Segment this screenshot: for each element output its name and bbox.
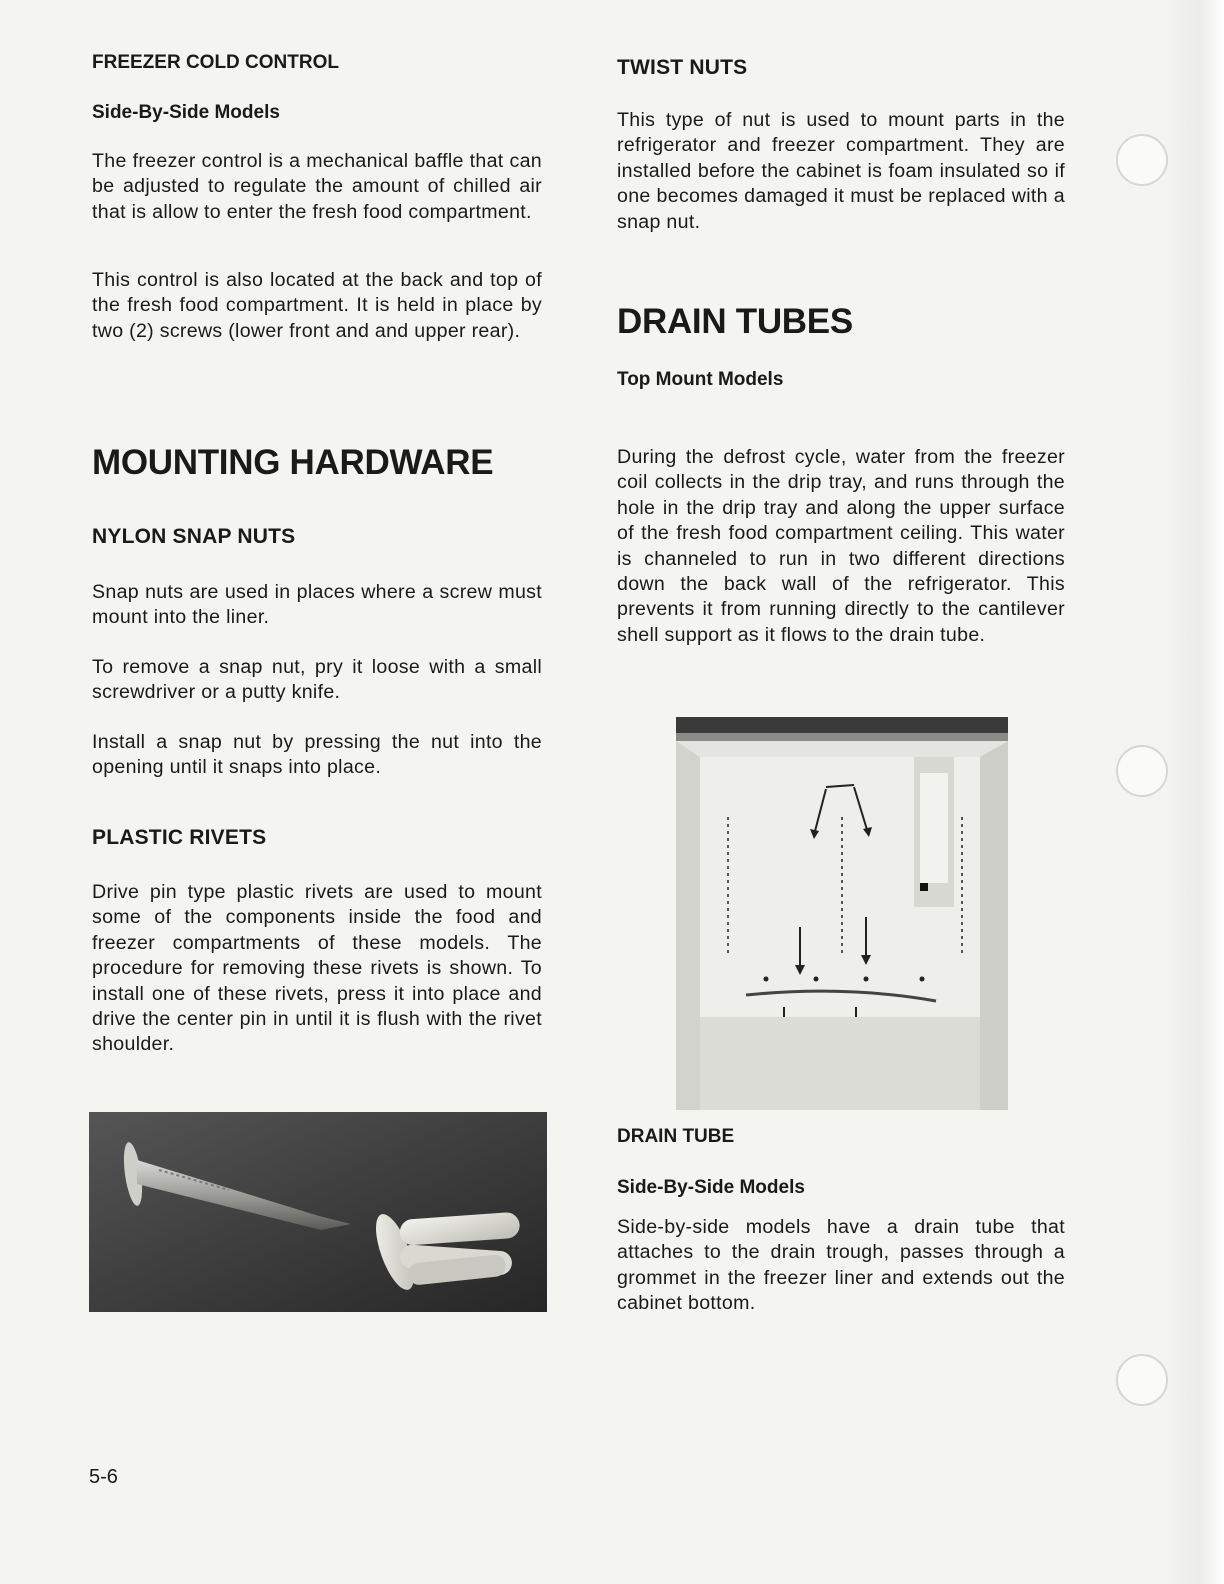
nylon-paragraph-2: To remove a snap nut, pry it loose with a small screwdriver or a putty knife. xyxy=(92,656,542,704)
twist-paragraph-1: This type of nut is used to mount parts in the refrigerator and freezer compartment. They are installed before the cabinet is foam insulated so if one becomes damaged it must be replaced with a snap nut. xyxy=(617,109,1065,233)
drain-tubes-heading: DRAIN TUBES xyxy=(617,302,853,341)
plastic-rivet-photo xyxy=(89,1112,547,1312)
rivets-paragraph-1: Drive pin type plastic rivets are used to mount some of the components inside the food and freezer compartments of these models. The procedure for removing these rivets is shown. To install one of these rivets, press it into place and drive the center pin in until it is flush with the rivet shoulder. xyxy=(92,881,542,1056)
binder-hole-middle xyxy=(1116,745,1168,797)
top-mount-models-subheading: Top Mount Models xyxy=(617,369,784,390)
nylon-paragraph-1: Snap nuts are used in places where a screw must mount into the liner. xyxy=(92,581,542,629)
nylon-paragraph-3: Install a snap nut by pressing the nut into the opening until it snaps into place. xyxy=(92,731,542,779)
freezer-paragraph-2: This control is also located at the back and top of the fresh food compartment. It is held in place by two (2) screws (lower front and and upper rear). xyxy=(92,269,542,342)
freezer-side-by-side-subheading: Side-By-Side Models xyxy=(92,102,280,123)
side-by-side-paragraph: Side-by-side models have a drain tube that attaches to the drain trough, passes through a grommet in the freezer liner and extends out the cabinet bottom. xyxy=(617,1216,1065,1315)
drain-tube-photo xyxy=(676,717,1008,1110)
drain-paragraph-1: During the defrost cycle, water from the freezer coil collects in the drip tray, and runs through the hole in the drip tray and along the upper surface of the fresh food compartment ceiling. This water is channeled to run in two different directions down the back wall of the refrigerator. This prevents it from running directly to the cantilever shell support as it flows to the drain tube. xyxy=(617,446,1065,646)
freezer-cold-control-heading: FREEZER COLD CONTROL xyxy=(92,52,339,73)
page-number: 5-6 xyxy=(89,1466,118,1488)
binder-hole-top xyxy=(1116,134,1168,186)
plastic-rivets-heading: PLASTIC RIVETS xyxy=(92,826,267,849)
page-edge-shadow xyxy=(1164,0,1224,1584)
mounting-hardware-heading: MOUNTING HARDWARE xyxy=(92,443,494,482)
rivet-illustration xyxy=(89,1112,547,1312)
freezer-paragraph-1: The freezer control is a mechanical baffle that can be adjusted to regulate the amount of chilled air that is allow to enter the fresh food compartment. xyxy=(92,150,542,223)
twist-nuts-heading: TWIST NUTS xyxy=(617,56,748,79)
nylon-snap-nuts-heading: NYLON SNAP NUTS xyxy=(92,525,296,548)
binder-hole-bottom xyxy=(1116,1354,1168,1406)
side-by-side-subheading: Side-By-Side Models xyxy=(617,1177,805,1198)
drain-tube-caption: DRAIN TUBE xyxy=(617,1126,735,1147)
refrigerator-interior-illustration xyxy=(676,717,1008,1110)
